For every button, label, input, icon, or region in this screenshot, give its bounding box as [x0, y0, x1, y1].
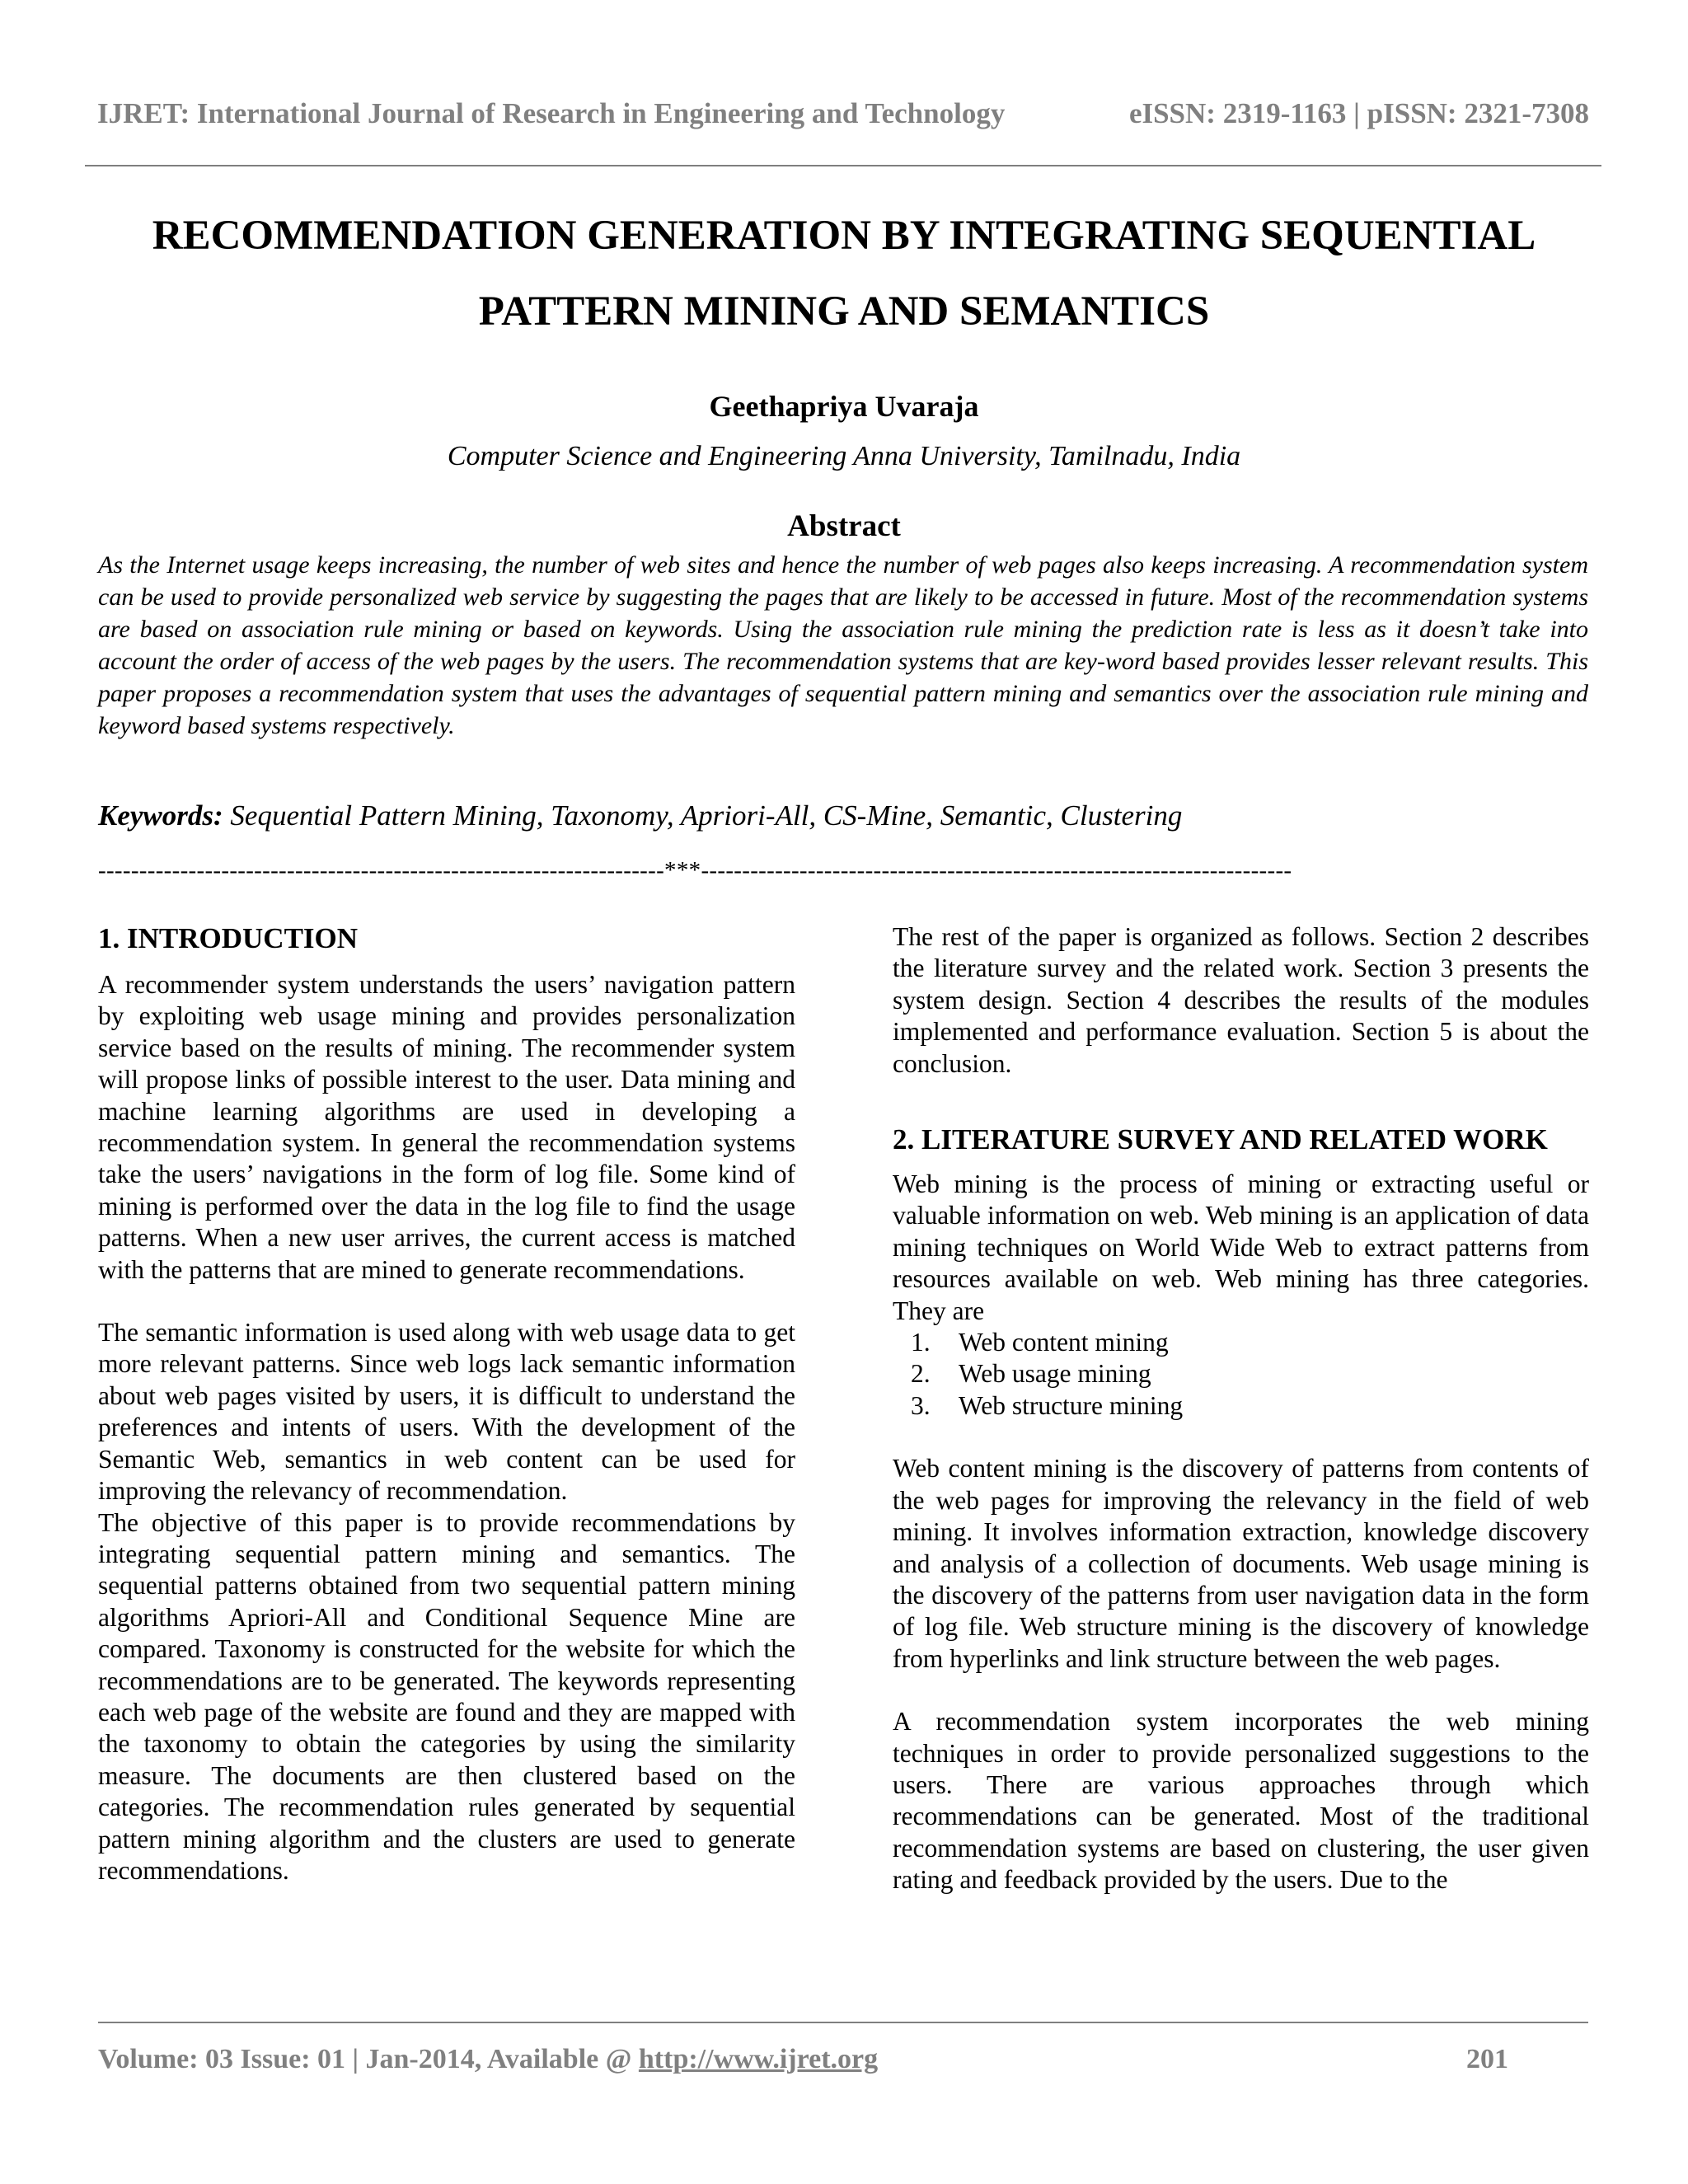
left-column — [98, 921, 795, 1886]
intro-heading: 1. INTRODUCTION — [98, 922, 359, 954]
title-line-1: RECOMMENDATION GENERATION BY INTEGRATING SEQUENTIAL — [152, 213, 1536, 259]
abstract-heading: Abstract — [787, 509, 901, 543]
title-line-2: PATTERN MINING AND SEMANTICS — [478, 288, 1210, 335]
page-number: 201 — [1466, 2044, 1508, 2074]
keywords-list: Sequential Pattern Mining, Taxonomy, Apriori-All, CS-Mine, Semantic, Clustering — [223, 799, 1183, 832]
keywords — [98, 799, 1588, 832]
issn-info: eISSN: 2319-1163 | pISSN: 2321-7308 — [1128, 97, 1589, 129]
footer-rule — [98, 2022, 1588, 2023]
list-item: 3. Web structure mining — [911, 1390, 1184, 1420]
author-name: Geethapriya Uvaraja — [709, 390, 979, 423]
right-column — [893, 921, 1589, 1896]
web-content-paragraph: Web content mining is the discovery of patterns from contents of the web pages for improving the relevancy in the field of web mining. It involves information extraction, knowledge discovery and analysis of a collection of documents. Web usage mining is the discovery of the patterns from user navigation data in the form of log file. Web structure mining is the discovery of knowledge from hyperlinks and link structure between the web pages. — [893, 1454, 1589, 1673]
intro-paragraph-1: A recommender system understands the users’ navigation pattern by exploiting web usage mining and provides personalization service based on the results of mining. The recommender system will propose links of possible interest to the user. Data mining and machine learning algorithms are used in developing a recommendation system. In general the recommendation systems take the users’ navigations in the form of log file. Some kind of mining is performed over the data in the log file to find the usage patterns. When a new user arrives, the current access is matched with the patterns that are mined to generate recommendations. — [98, 970, 795, 1284]
paper-title — [82, 198, 1606, 349]
keywords-label: Keywords: — [98, 799, 223, 832]
running-footer — [98, 2044, 1588, 2075]
web-mining-paragraph: Web mining is the process of mining or extracting useful or valuable information on web. Web mining is an application of data mining techniques on World Wide Web to extract patterns from resources available on web. Web mining has three categories. They are — [893, 1169, 1589, 1325]
intro-paragraph-3: The objective of this paper is to provide recommendations by integrating sequential pattern mining and semantics. The sequential patterns obtained from two sequential pattern mining algorithms Apriori-All and Conditional Sequence Mine are compared. Taxonomy is constructed for the website for which the recommendations are to be generated. The keywords representing each web page of the website are found and they are mapped with the taxonomy to obtain the categories by using the similarity measure. The documents are then clustered based on the categories. The recommendation rules generated by sequential pattern mining algorithm and the clusters are used to generate recommendations. — [98, 1507, 795, 1885]
journal-name: IJRET: International Journal of Research in Engineering and Technology — [97, 97, 1006, 129]
recommendation-paragraph: A recommendation system incorporates the web mining techniques in order to provide personalized suggestions to the users. There are various approaches through which recommendations can be generated. Most of the traditional recommendation systems are based on clustering, the user given rating and feedback provided by the users. Due to the — [893, 1707, 1589, 1895]
section-divider: ---------------------------------------------------------------------***------------------------------------------------------------------------ — [98, 857, 1292, 883]
journal-link[interactable]: http://www.ijret.org — [638, 2044, 879, 2074]
web-mining-categories — [893, 1327, 1589, 1422]
abstract-text: As the Internet usage keeps increasing, the number of web sites and hence the number of web pages also keeps increasing. A recommendation system can be used to provide personalized web service by suggesting the pages that are likely to be accessed in future. Most of the recommendation systems are based on association rule mining or based on keywords. Using the association rule mining the prediction rate is less as it doesn’t take into account the order of access of the web pages by the users. The recommendation systems that are key-word based provides lesser relevant results. This paper proposes a recommendation system that uses the advantages of sequential pattern mining and semantics over the association rule mining and keyword based systems respectively. — [98, 551, 1588, 739]
list-item: 1. Web content mining — [911, 1328, 1169, 1357]
intro-paragraph-2: The semantic information is used along with web usage data to get more relevant patterns. Since web logs lack semantic information about web pages visited by users, it is difficult to understand the preferences and intents of users. With the development of the Semantic Web, semantics in web content can be used for improving the relevancy of recommendation. — [98, 1318, 795, 1506]
running-header — [97, 97, 1589, 130]
author-affiliation: Computer Science and Engineering Anna University, Tamilnadu, India — [447, 441, 1241, 471]
header-rule — [85, 165, 1601, 166]
list-item: 2. Web usage mining — [911, 1359, 1151, 1389]
volume-info: Volume: 03 Issue: 01 | Jan-2014, Available @ — [98, 2044, 639, 2074]
organization-paragraph: The rest of the paper is organized as follows. Section 2 describes the literature survey and the related work. Section 3 presents the system design. Section 4 describes the results of the modules implemented and performance evaluation. Section 5 is about the conclusion. — [893, 922, 1589, 1078]
literature-heading: 2. LITERATURE SURVEY AND RELATED WORK — [893, 1123, 1548, 1156]
